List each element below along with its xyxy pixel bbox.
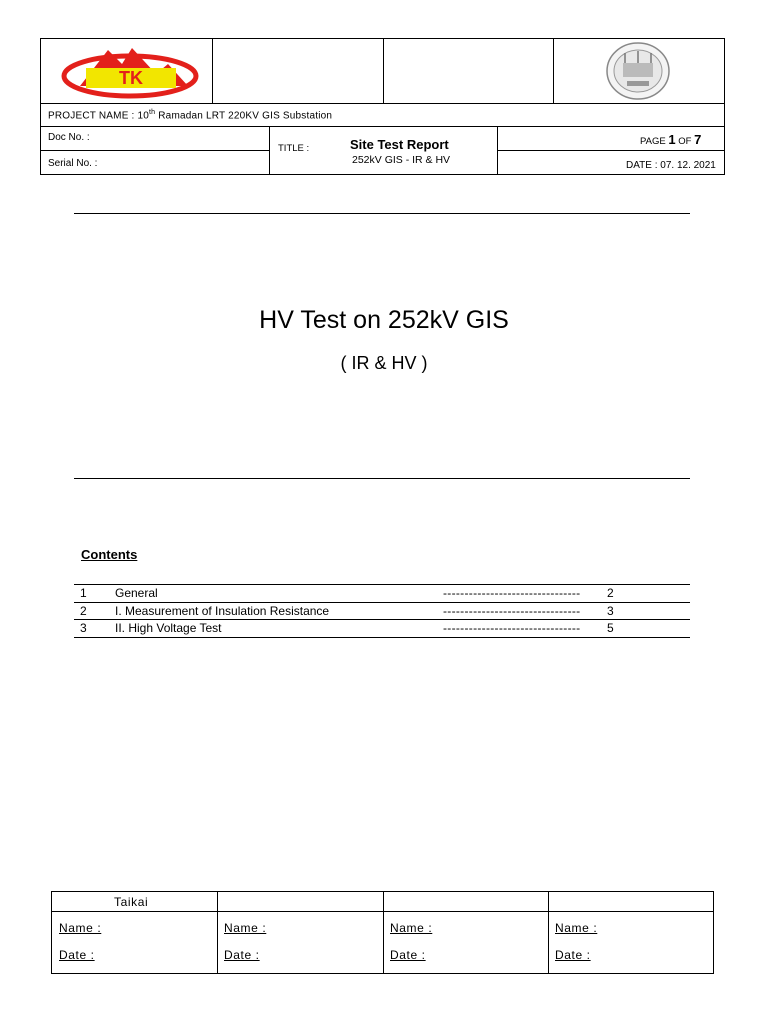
toc-row[interactable] [74,620,690,638]
header-divider [40,150,269,151]
toc-page: 3 [607,603,614,618]
contents-heading: Contents [81,547,138,562]
header-divider [269,126,270,175]
signature-date-label: Date : [59,948,95,962]
authority-seal-icon [605,41,671,101]
toc-label: General [115,586,158,600]
toc-page: 2 [607,586,614,600]
header-divider [497,150,725,151]
header-divider [40,126,725,127]
project-name: PROJECT NAME : 10th Ramadan LRT 220KV GIS Substation [48,109,333,122]
header-divider [40,103,725,104]
toc-label: I. Measurement of Insulation Resistance [115,603,330,618]
header-divider [553,38,554,103]
logo-text: TK [119,68,143,88]
doc-no-label: Doc No. : [48,132,90,143]
toc-page: 5 [607,621,614,635]
signature-name-label: Name : [224,921,267,935]
signature-date-label: Date : [555,948,591,962]
page-number: PAGE 1 OF 7 [640,132,702,147]
toc-number: 2 [80,603,87,618]
signature-divider [217,891,218,974]
serial-no-label: Serial No. : [48,158,98,169]
toc-number: 1 [80,586,87,600]
toc-number: 3 [80,621,87,635]
header-divider [383,38,384,103]
toc-label: II. High Voltage Test [115,621,222,635]
table-of-contents [74,584,690,638]
toc-leader: -------------------------------- [443,603,581,618]
document-date: DATE : 07. 12. 2021 [626,160,716,171]
signature-name-label: Name : [390,921,433,935]
document-subtitle: 252kV GIS - IR & HV [352,154,451,166]
toc-row[interactable] [74,603,690,621]
title-label: TITLE : [278,143,310,154]
signature-name-label: Name : [555,921,598,935]
signature-divider [548,891,549,974]
signature-name-label: Name : [59,921,102,935]
signature-company: Taikai [114,895,149,909]
signature-date-label: Date : [390,948,426,962]
divider-line [74,478,690,479]
document-title: Site Test Report [350,137,449,152]
main-subtitle: ( IR & HV ) [340,353,428,373]
divider-line [74,213,690,214]
toc-row[interactable] [74,585,690,603]
toc-leader: -------------------------------- [443,586,581,600]
signature-divider [383,891,384,974]
tk-logo [60,44,200,100]
toc-leader: -------------------------------- [443,621,581,635]
header-divider [212,38,213,103]
header-divider [497,126,498,175]
main-title: HV Test on 252kV GIS [259,306,509,334]
signature-date-label: Date : [224,948,260,962]
